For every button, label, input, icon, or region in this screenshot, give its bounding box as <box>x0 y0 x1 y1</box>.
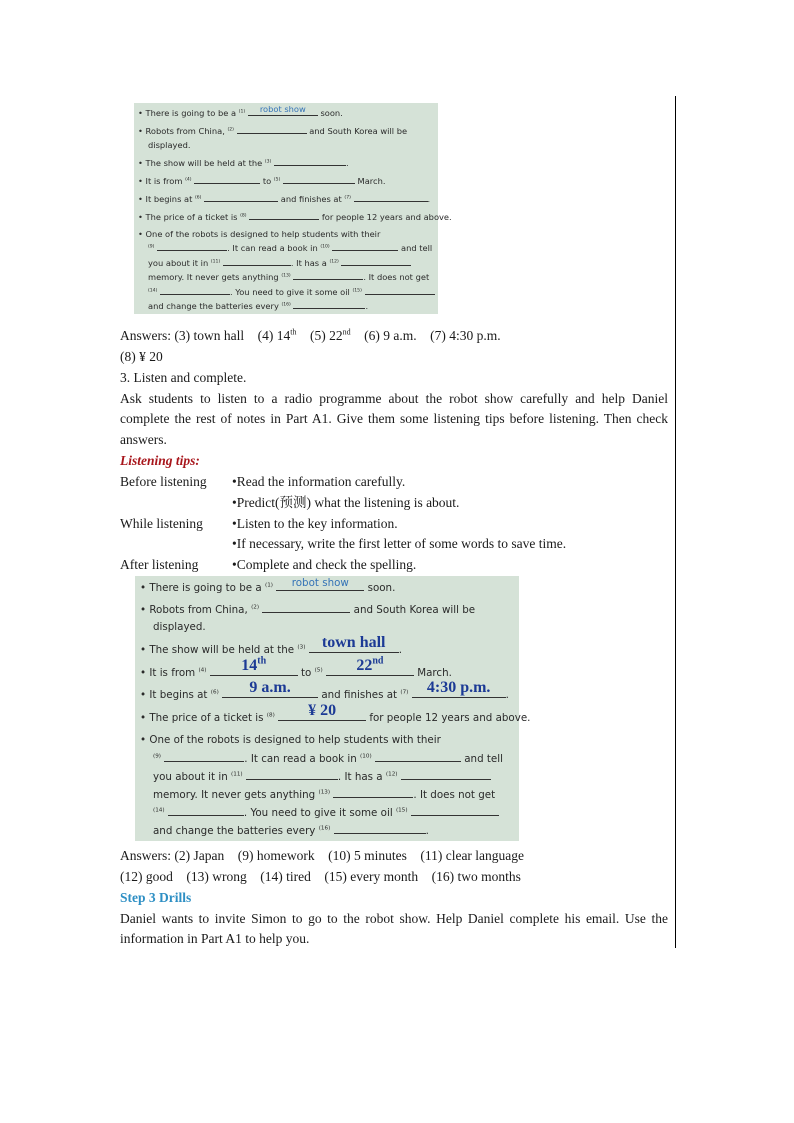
note-line: • It is from $^{(4)}$ to $^{(5)}$ March. <box>138 176 386 187</box>
note-line: $^{(9)}$ . It can read a book in $^{(10)}$ and tell <box>148 243 433 254</box>
note-line: • The price of a ticket is $^{(8)}$ ¥ 20 for people 12 years and above. <box>140 701 531 724</box>
note-line: you about it in $^{(11)}$ . It has a $^{(12)}$ <box>153 770 491 783</box>
tip-item: •Predict(预测) what the listening is about. <box>232 495 460 510</box>
note-line: • Robots from China, $^{(2)}$ and South Korea will be <box>140 603 476 616</box>
note-line: memory. It never gets anything $^{(13)}$ . It does not get <box>148 272 430 283</box>
workbook-notes-image-1 <box>134 103 452 314</box>
note-line: • It begins at $^{(6)}$ 9 a.m. and finishes at $^{(7)}$ 4:30 p.m. . <box>140 678 509 701</box>
note-line: • The show will be held at the $^{(3)}$ . <box>138 158 349 169</box>
note-line: • There is going to be a $^{(1)}$ robot show soon. <box>138 104 343 119</box>
handwritten-answer: robot show <box>259 104 306 115</box>
note-line: • One of the robots is designed to help students with their <box>140 734 441 746</box>
filled-answer: town hall <box>321 633 386 651</box>
tip-item: •Complete and check the spelling. <box>232 557 417 572</box>
note-line: • The show will be held at the $^{(3)}$ town hall . <box>140 633 402 656</box>
paragraph-line: Daniel wants to invite Simon to go to the robot show. Help Daniel complete his email. Use the <box>120 911 668 926</box>
paragraph-line: complete the rest of notes in Part A1. Give them some listening tips before listening. Then check <box>120 411 668 426</box>
tip-item: •Read the information carefully. <box>232 474 406 489</box>
note-line: and change the batteries every $^{(16)}$ . <box>148 301 369 312</box>
paragraph-line: Ask students to listen to a radio programme about the robot show carefully and help Daniel <box>120 391 668 406</box>
note-line: • It begins at $^{(6)}$ and finishes at $^{(7)}$ . <box>138 194 431 205</box>
note-line: memory. It never gets anything $^{(13)}$ . It does not get <box>153 788 496 801</box>
answers-line: Answers: (2) Japan (9) homework (10) 5 minutes (11) clear language <box>120 848 525 863</box>
step-heading: Step 3 Drills <box>120 890 192 905</box>
note-line: $^{(9)}$ . It can read a book in $^{(10)}$ and tell <box>153 752 503 765</box>
note-line: • One of the robots is designed to help students with their <box>138 229 381 239</box>
filled-answer: 9 a.m. <box>249 678 291 696</box>
tip-item: •Listen to the key information. <box>232 516 398 531</box>
note-line: • The price of a ticket is $^{(8)}$ for people 12 years and above. <box>138 212 452 223</box>
paragraph-line: answers. <box>120 432 167 447</box>
note-line: • There is going to be a $^{(1)}$ robot show soon. <box>140 576 396 594</box>
note-line: displayed. <box>153 621 206 633</box>
answers-line: (8) ¥ 20 <box>120 349 163 364</box>
note-line: $^{(14)}$ . You need to give it some oil $^{(15)}$ <box>148 287 435 297</box>
section-heading: 3. Listen and complete. <box>120 370 247 385</box>
paragraph-line: information in Part A1 to help you. <box>120 931 310 946</box>
answers-line: (12) good (13) wrong (14) tired (15) every month (16) two months <box>120 869 521 884</box>
tip-label: Before listening <box>120 474 207 489</box>
tip-label: While listening <box>120 516 203 531</box>
filled-answer: 22nd <box>356 655 384 674</box>
filled-answer: ¥ 20 <box>308 701 337 719</box>
note-line: • It is from $^{(4)}$ 14th to $^{(5)}$ 22nd March. <box>140 655 452 679</box>
note-line: • Robots from China, $^{(2)}$ and South Korea will be <box>138 126 408 137</box>
note-line: you about it in $^{(11)}$ . It has a $^{(12)}$ <box>148 258 411 268</box>
note-line: displayed. <box>148 140 191 150</box>
note-line: and change the batteries every $^{(16)}$ . <box>153 824 429 837</box>
answers-line: Answers: (3) town hall (4) 14th (5) 22nd (6) 9 a.m. (7) 4:30 p.m. <box>120 327 501 343</box>
tip-item: •If necessary, write the first letter of some words to save time. <box>232 536 567 551</box>
filled-answer: 14th <box>241 655 267 674</box>
handwritten-answer: robot show <box>291 576 349 589</box>
filled-answer: 4:30 p.m. <box>426 678 491 696</box>
tip-label: After listening <box>120 557 199 572</box>
tips-heading: Listening tips: <box>120 453 200 468</box>
note-line: $^{(14)}$ . You need to give it some oil $^{(15)}$ <box>153 806 499 819</box>
page-margin-line <box>675 96 676 948</box>
workbook-notes-image-2 <box>135 576 531 841</box>
